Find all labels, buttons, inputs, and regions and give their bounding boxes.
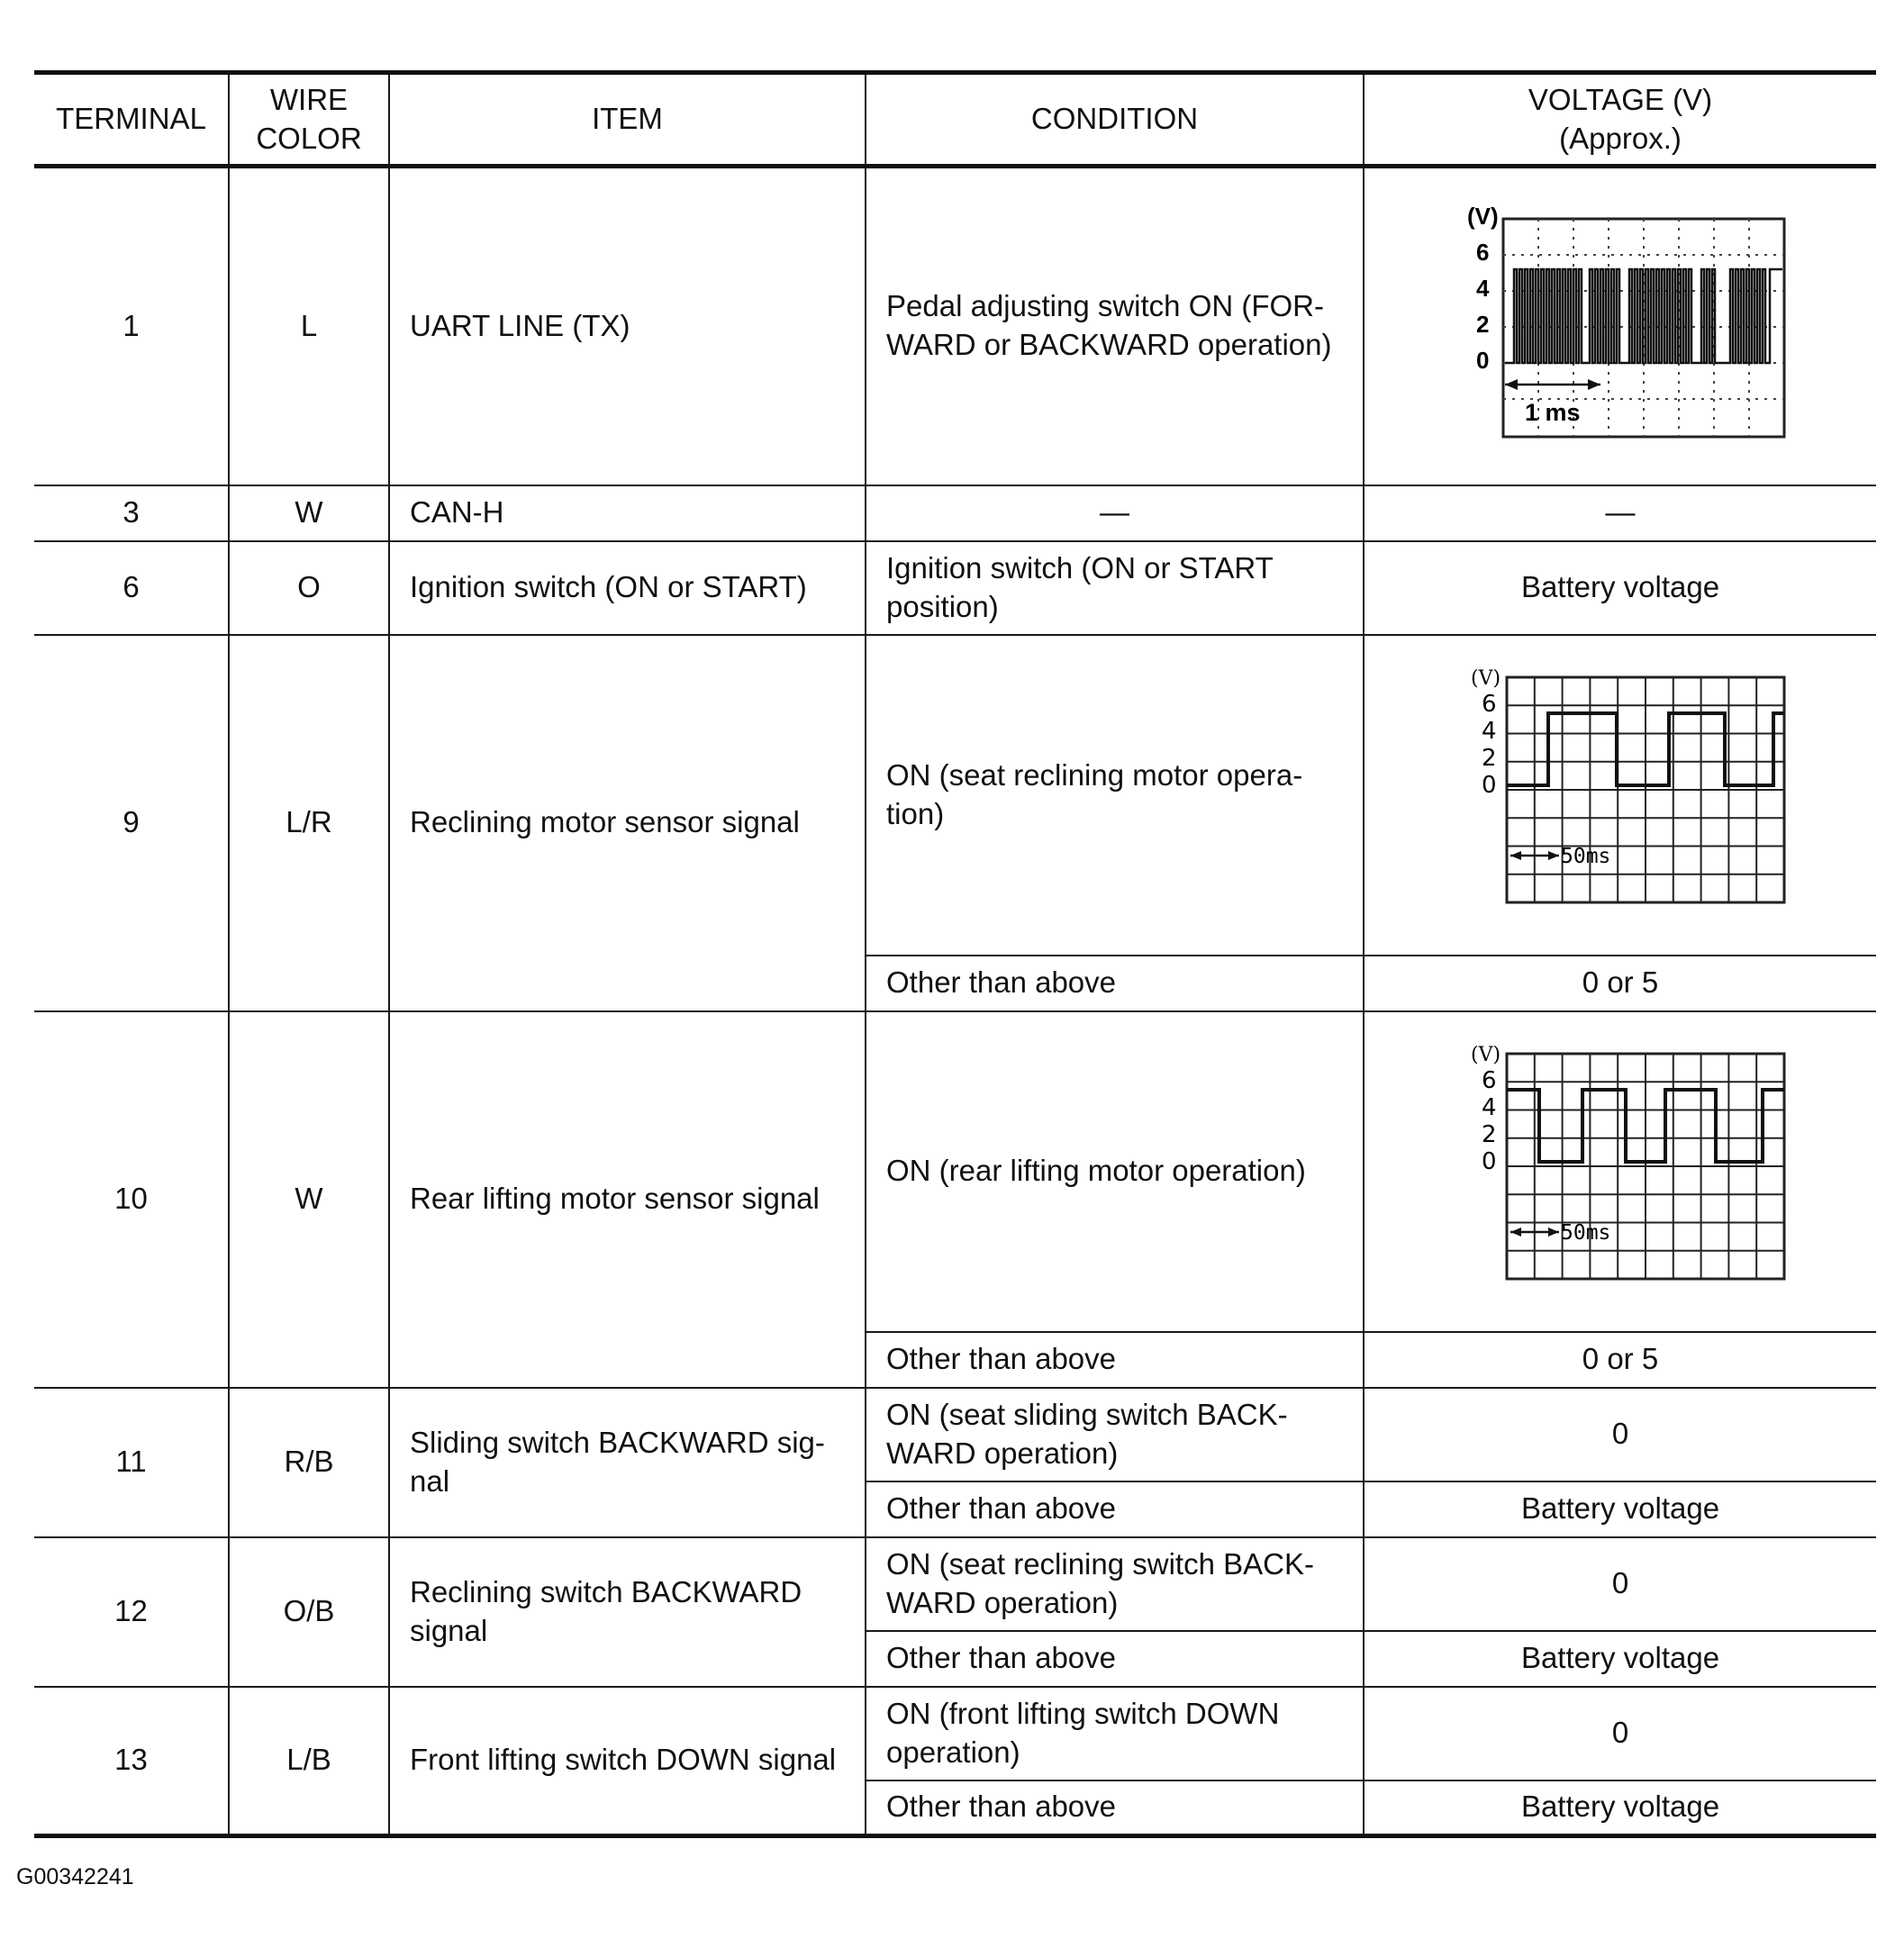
voltage-cell: 0 or 5	[1364, 1332, 1876, 1388]
voltage-cell	[1364, 635, 1876, 956]
y-tick-label: 4	[1476, 275, 1490, 303]
arrow-head-icon	[1548, 1228, 1559, 1237]
voltage-cell: 0	[1364, 1388, 1876, 1481]
rear-lifting-waveform-diagram	[1440, 1041, 1800, 1302]
voltage-cell: Battery voltage	[1364, 1780, 1876, 1836]
condition-cell	[866, 1388, 1364, 1481]
y-unit-label: (V)	[1471, 1043, 1501, 1066]
arrow-head-icon	[1588, 379, 1600, 390]
y-unit-label: (V)	[1471, 666, 1501, 690]
wire-color-cell: O/B	[229, 1537, 389, 1687]
terminal-cell: 13	[34, 1687, 229, 1836]
figure-code: G00342241	[16, 1864, 134, 1889]
condition-line2: operation)	[886, 1735, 1020, 1769]
condition-cell: Other than above	[866, 1481, 1364, 1537]
table-row	[34, 485, 1876, 541]
header-voltage	[1364, 73, 1876, 167]
condition-line2: tion)	[886, 796, 945, 830]
voltage-cell: Battery voltage	[1364, 541, 1876, 635]
table-row	[34, 635, 1876, 956]
y-tick-label: 4	[1482, 717, 1497, 745]
condition-line2: WARD or BACKWARD operation)	[886, 328, 1332, 362]
item-cell: Rear lifting motor sensor signal	[389, 1011, 866, 1388]
terminal-cell: 3	[34, 485, 229, 541]
voltage-cell: 0 or 5	[1364, 956, 1876, 1011]
item-line1: Sliding switch BACKWARD sig-	[410, 1425, 825, 1459]
uart-waveform-diagram	[1449, 204, 1791, 448]
wire-color-cell: O	[229, 541, 389, 635]
condition-cell	[866, 541, 1364, 635]
terminal-cell: 11	[34, 1388, 229, 1537]
terminal-cell: 1	[34, 167, 229, 485]
item-cell	[389, 1388, 866, 1537]
item-cell: Reclining motor sensor signal	[389, 635, 866, 1011]
y-tick-label: 0	[1476, 347, 1490, 375]
y-tick-label: 6	[1476, 239, 1490, 267]
scope-grid	[1507, 677, 1784, 902]
y-tick-label: 6	[1482, 1066, 1497, 1094]
table-row	[34, 1537, 1876, 1631]
item-line2: nal	[410, 1463, 450, 1498]
condition-line1: ON (seat reclining motor opera-	[886, 757, 1303, 792]
terminal-spec-table	[34, 70, 1876, 1838]
header-condition: CONDITION	[866, 73, 1364, 167]
arrow-head-icon	[1505, 379, 1518, 390]
arrow-head-icon	[1510, 1228, 1521, 1237]
header-wire-color-line1: WIRE	[269, 82, 349, 116]
condition-line2: position)	[886, 589, 999, 623]
condition-cell: —	[866, 485, 1364, 541]
item-cell	[389, 1537, 866, 1687]
y-tick-label: 2	[1482, 744, 1497, 772]
wire-color-cell: W	[229, 485, 389, 541]
condition-cell: Other than above	[866, 1631, 1364, 1687]
wire-color-cell: L/B	[229, 1687, 389, 1836]
reclining-waveform-diagram	[1440, 665, 1800, 926]
terminal-cell: 9	[34, 635, 229, 1011]
item-cell: UART LINE (TX)	[389, 167, 866, 485]
header-voltage-line2: (Approx.)	[1559, 121, 1682, 155]
uart-signal-trace	[1505, 269, 1782, 363]
condition-cell	[866, 167, 1364, 485]
header-voltage-line1: VOLTAGE (V)	[1528, 82, 1713, 116]
y-tick-label: 2	[1476, 311, 1490, 339]
header-wire-color-line2: COLOR	[256, 121, 362, 155]
condition-cell: Other than above	[866, 1780, 1364, 1836]
header-terminal: TERMINAL	[34, 73, 229, 167]
wire-color-cell: L/R	[229, 635, 389, 1011]
voltage-cell: 0	[1364, 1537, 1876, 1631]
item-cell: CAN-H	[389, 485, 866, 541]
item-line1: Reclining switch BACKWARD	[410, 1574, 802, 1608]
y-tick-label: 4	[1482, 1093, 1497, 1121]
table-row	[34, 1388, 1876, 1481]
voltage-cell: Battery voltage	[1364, 1481, 1876, 1537]
y-tick-label: 0	[1482, 771, 1497, 799]
scope-grid	[1507, 1054, 1784, 1279]
header-row	[34, 73, 1876, 167]
condition-line1: ON (seat sliding switch BACK-	[886, 1397, 1288, 1431]
time-scale-label: 50ms	[1561, 844, 1611, 868]
voltage-cell	[1364, 1011, 1876, 1332]
terminal-cell: 12	[34, 1537, 229, 1687]
item-cell: Front lifting switch DOWN signal	[389, 1687, 866, 1836]
arrow-head-icon	[1548, 851, 1559, 860]
y-unit-label: (V)	[1467, 204, 1499, 231]
condition-line1: ON (front lifting switch DOWN	[886, 1696, 1280, 1730]
condition-cell: Other than above	[866, 956, 1364, 1011]
time-scale-label: 1 ms	[1525, 399, 1581, 427]
wire-color-cell: W	[229, 1011, 389, 1388]
y-tick-label: 6	[1482, 690, 1497, 718]
header-wire-color	[229, 73, 389, 167]
y-tick-label: 0	[1482, 1147, 1497, 1175]
condition-cell: ON (rear lifting motor operation)	[866, 1011, 1364, 1332]
time-scale-label: 50ms	[1561, 1220, 1611, 1245]
condition-line2: WARD operation)	[886, 1585, 1119, 1619]
voltage-cell: 0	[1364, 1687, 1876, 1780]
voltage-cell	[1364, 167, 1876, 485]
condition-line1: Ignition switch (ON or START	[886, 550, 1274, 584]
item-line2: signal	[410, 1613, 488, 1647]
table-row	[34, 167, 1876, 485]
condition-line1: Pedal adjusting switch ON (FOR-	[886, 289, 1324, 323]
wire-color-cell: R/B	[229, 1388, 389, 1537]
item-cell: Ignition switch (ON or START)	[389, 541, 866, 635]
condition-cell	[866, 1537, 1364, 1631]
condition-line1: ON (seat reclining switch BACK-	[886, 1546, 1314, 1581]
terminal-cell: 10	[34, 1011, 229, 1388]
y-tick-label: 2	[1482, 1120, 1497, 1148]
condition-cell	[866, 1687, 1364, 1780]
condition-cell	[866, 635, 1364, 956]
header-item: ITEM	[389, 73, 866, 167]
table-row	[34, 1687, 1876, 1780]
table-row	[34, 541, 1876, 635]
voltage-cell: —	[1364, 485, 1876, 541]
arrow-head-icon	[1510, 851, 1521, 860]
wire-color-cell: L	[229, 167, 389, 485]
terminal-cell: 6	[34, 541, 229, 635]
condition-line2: WARD operation)	[886, 1436, 1119, 1470]
condition-cell: Other than above	[866, 1332, 1364, 1388]
voltage-cell: Battery voltage	[1364, 1631, 1876, 1687]
table-row	[34, 1011, 1876, 1332]
